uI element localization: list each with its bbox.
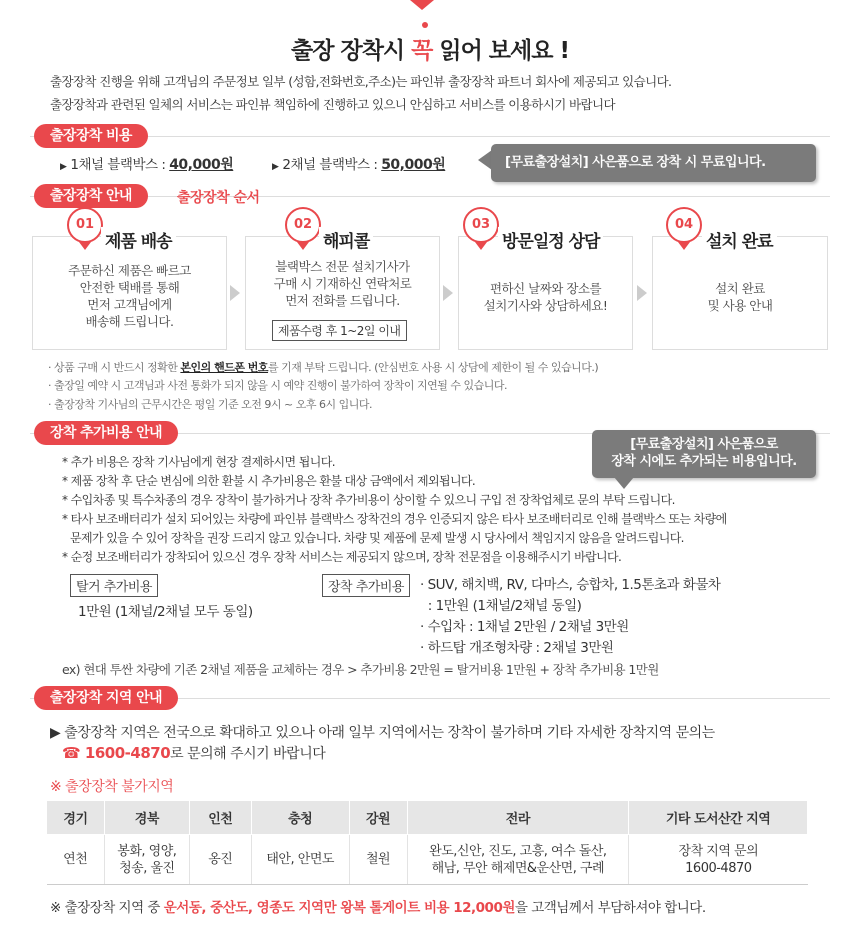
- badge-pointer: [678, 242, 690, 250]
- table-cell: 옹진: [189, 835, 251, 885]
- phone-number: ☎ 1600-4870: [62, 744, 171, 762]
- unavailable-region-label: ※ 출장장착 불가지역: [50, 779, 174, 795]
- badge-pointer: [475, 242, 487, 250]
- guide-order-label: 출장장착 순서: [177, 190, 260, 206]
- guide-note-2: · 출장일 예약 시 고객님과 사전 통화가 되지 않을 시 예약 진행이 불가하여 장착이 지연될 수 있습니다.: [48, 379, 507, 392]
- step-number-badge: 04: [666, 207, 702, 243]
- table-header: 전라: [407, 801, 629, 835]
- step-description: 블랙박스 전문 설치기사가 구매 시 기재하신 연락처로 먼저 전화를 드립니다.: [273, 259, 412, 308]
- intro-line-2: 출장장착과 관련된 일체의 서비스는 파인뷰 책임하에 진행하고 있으니 안심하고 서비스를 이용하시기 바랍니다: [50, 97, 615, 112]
- install-cost-line: · 수입차 : 1채널 2만원 / 2채널 3만원: [420, 619, 629, 635]
- step-description: 주문하신 제품은 빠르고 안전한 택배를 통해 먼저 고객님에게 배송해 드립니다.: [68, 263, 191, 329]
- toll-fee-highlight: 운서동, 중산도, 영종도 지역만 왕복 톨게이트 비용 12,000원: [163, 900, 515, 916]
- extra-item: * 타사 보조배터리가 설치 되어있는 차량에 파인뷰 블랙박스 장착건의 경우 인증되지 않은 타사 보조배터리로 인해 블랙박스 또는 차량에: [62, 512, 727, 526]
- section-label-cost: 출장장착 비용: [34, 124, 148, 148]
- step-timing-box: 제품수령 후 1~2일 이내: [272, 320, 407, 341]
- cost-callout: [무료출장설치] 사은품으로 장착 시 무료입니다.: [491, 144, 816, 182]
- removal-cost-label: 탈거 추가비용: [70, 574, 158, 597]
- region-phone-line: ☎ 1600-4870로 문의해 주시기 바랍니다: [62, 744, 326, 762]
- table-header: 인천: [189, 801, 251, 835]
- region-footer-note: ※ 출장장착 지역 중 운서동, 중산도, 영종도 지역만 왕복 톨게이트 비용 12,000원을 고객님께서 부담하셔야 합니다.: [50, 900, 706, 916]
- cost-2ch: ▶ 2채널 블랙박스 : 50,000원: [272, 157, 446, 173]
- table-header: 강원: [349, 801, 407, 835]
- section-label-extra: 장착 추가비용 안내: [34, 421, 178, 445]
- title-dot: [422, 22, 428, 28]
- step-title: 해피콜: [319, 227, 373, 252]
- table-cell: 장착 지역 문의 1600-4870: [629, 835, 808, 885]
- table-header-row: [47, 801, 808, 835]
- step-title: 설치 완료: [702, 227, 777, 252]
- install-cost-line: · 하드탑 개조형차량 : 2채널 3만원: [420, 640, 614, 656]
- install-cost-label: 장착 추가비용: [322, 574, 410, 597]
- arrow-right-icon: [230, 285, 240, 301]
- table-cell: 철원: [349, 835, 407, 885]
- arrow-right-icon: [637, 285, 647, 301]
- removal-cost-value: 1만원 (1채널/2채널 모두 동일): [78, 604, 253, 620]
- triangle-right-icon: ▶: [60, 162, 67, 172]
- step-title: 제품 배송: [101, 227, 176, 252]
- section-label-guide: 출장장착 안내: [34, 184, 148, 208]
- unavailable-region-table: [46, 800, 808, 885]
- callout-tail: [614, 477, 634, 489]
- table-header: 기타 도서산간 지역: [629, 801, 808, 835]
- extra-item: * 제품 장착 후 단순 변심에 의한 환불 시 추가비용은 환불 대상 금액에서 제외됩니다.: [62, 474, 476, 488]
- top-pointer: [410, 0, 434, 10]
- table-cell: 완도,신안, 진도, 고흥, 여수 돌산, 해남, 무안 해제면&운산면, 구례: [407, 835, 629, 885]
- table-header: 경기: [47, 801, 105, 835]
- install-cost-line: : 1만원 (1채널/2채널 동일): [424, 598, 582, 614]
- guide-note-1: · 상품 구매 시 반드시 정확한 본인의 핸드폰 번호를 기재 부탁 드립니다. (안심번호 사용 시 상담에 제한이 될 수 있습니다.): [48, 361, 599, 374]
- extra-item: * 추가 비용은 장착 기사님에게 현장 결제하시면 됩니다.: [62, 455, 335, 469]
- table-cell: 연천: [47, 835, 105, 885]
- table-row: [47, 835, 808, 885]
- table-header: 충청: [251, 801, 349, 835]
- badge-pointer: [297, 242, 309, 250]
- badge-pointer: [79, 242, 91, 250]
- page-title: 출장 장착시 꼭 읽어 보세요 !: [291, 38, 569, 64]
- cost-1ch: ▶ 1채널 블랙박스 : 40,000원: [60, 157, 234, 173]
- title-highlight: 꼭: [411, 38, 433, 64]
- extra-callout: [무료출장설치] 사은품으로 장착 시에도 추가되는 비용입니다.: [592, 430, 816, 478]
- step-number-badge: 01: [67, 207, 103, 243]
- divider: [30, 136, 830, 137]
- step-title: 방문일정 상담: [498, 227, 603, 252]
- table-cell: 태안, 안면도: [251, 835, 349, 885]
- section-label-region: 출장장착 지역 안내: [34, 686, 178, 710]
- extra-item: 문제가 있을 수 있어 장착을 권장 드리지 않고 있습니다. 차량 및 제품에 문제 발생 시 당사에서 책임지지 않음을 알려드립니다.: [70, 531, 684, 545]
- region-description: ▶ 출장장착 지역은 전국으로 확대하고 있으나 아래 일부 지역에서는 장착이 불가하며 기타 자세한 장착지역 문의는: [50, 725, 715, 741]
- step-number-badge: 02: [285, 207, 321, 243]
- install-cost-line: · SUV, 해치백, RV, 다마스, 승합차, 1.5톤초과 화물차: [420, 577, 721, 593]
- table-cell: 봉화, 영양, 청송, 울진: [104, 835, 189, 885]
- triangle-right-icon: ▶: [272, 162, 279, 172]
- divider: [30, 196, 830, 197]
- guide-note-3: · 출장장착 기사님의 근무시간은 평일 기준 오전 9시 ~ 오후 6시 입니다.: [48, 398, 372, 411]
- step-number-badge: 03: [463, 207, 499, 243]
- extra-item: * 수입차종 및 특수차종의 경우 장착이 불가하거나 장착 추가비용이 상이할 수 있으니 구입 전 장착업체로 문의 부탁 드립니다.: [62, 493, 675, 507]
- intro-line-1: 출장장착 진행을 위해 고객님의 주문정보 일부 (성함,전화번호,주소)는 파인뷰 출장장착 파트너 회사에 제공되고 있습니다.: [50, 74, 672, 89]
- extra-example: ex) 현대 투싼 차량에 기존 2채널 제품을 교체하는 경우 > 추가비용 2만원 = 탈거비용 1만원 + 장착 추가비용 1만원: [62, 662, 659, 677]
- extra-item: * 순정 보조배터리가 장착되어 있으신 경우 장착 서비스는 제공되지 않으며, 장착 전문점을 이용해주시기 바랍니다.: [62, 550, 622, 564]
- arrow-right-icon: [443, 285, 453, 301]
- callout-tail: [478, 150, 492, 170]
- step-description: 편하신 날짜와 장소를 설치기사와 상담하세요!: [483, 281, 608, 313]
- step-description: 설치 완료 및 사용 안내: [707, 281, 773, 313]
- table-header: 경북: [104, 801, 189, 835]
